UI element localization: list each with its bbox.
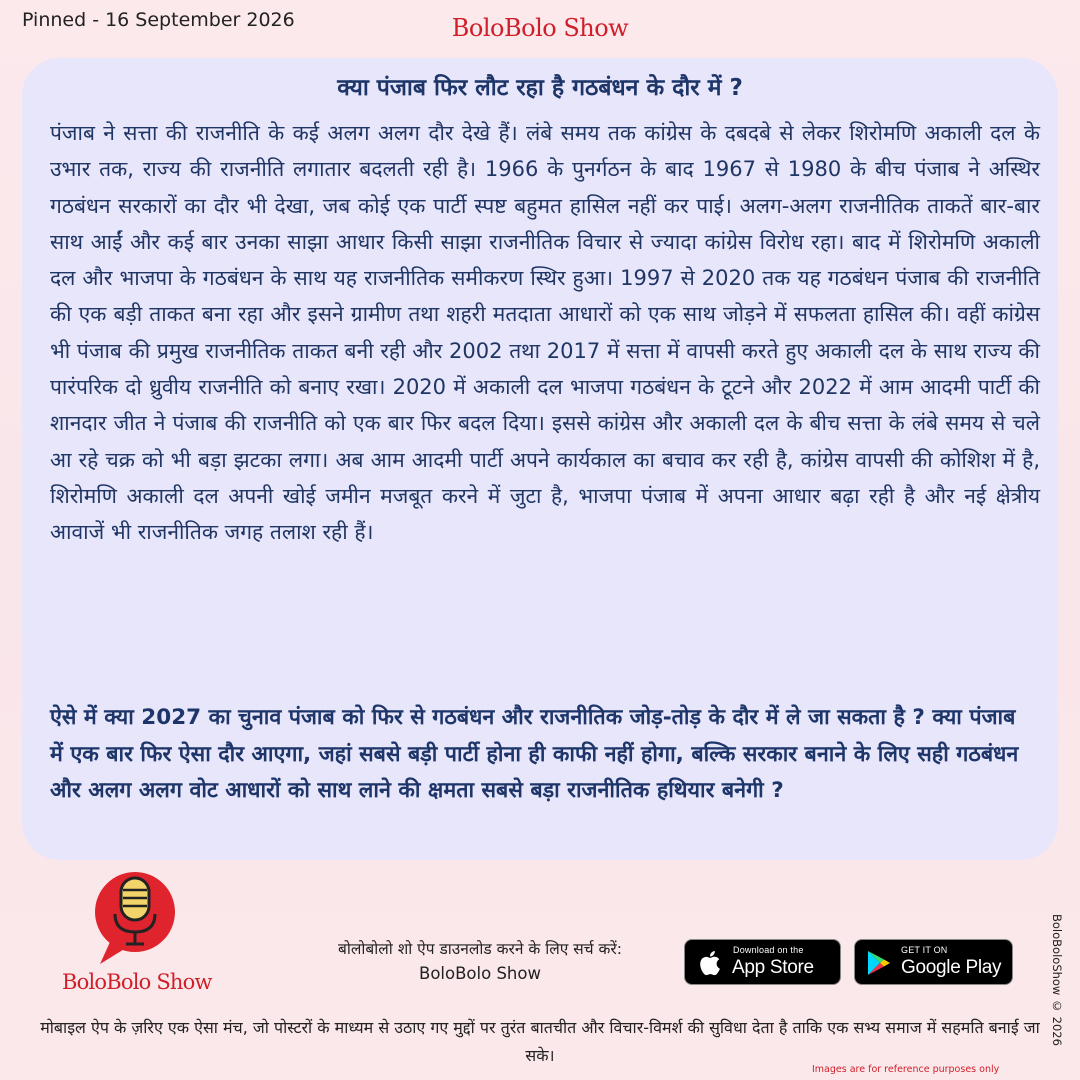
apple-icon (697, 949, 721, 981)
article-question: ऐसे में क्या 2027 का चुनाव पंजाब को फिर से गठबंधन और राजनीतिक जोड़-तोड़ के दौर में ले जा सकता है ? क्या पंजाब में एक बार फिर ऐसा दौर आएगा, जहां सबसे बड़ी पार्टी होना ही काफी नहीं होगा, बल्कि सरकार बनाने के लिए सही गठबंधन और अलग अलग वोट आधारों को साथ लाने की क्षमता सबसे बड़ा राजनीतिक हथियार बनेगी ? (50, 705, 1019, 803)
appstore-big-label: App Store (732, 957, 814, 978)
pinned-date: Pinned - 16 September 2026 (22, 9, 295, 31)
article-body: पंजाब ने सत्ता की राजनीति के कई अलग अलग दौर देखे हैं। लंबे समय तक कांग्रेस के दबदबे से लेकर शिरोमणि अकाली दल के उभार तक, राज्य की राजनीति लगातार बदलती रही है। 1966 के पुनर्गठन के बाद 1967 से 1980 के बीच पंजाब ने अस्थिर गठबंधन सरकारों का दौर भी देखा, जब कोई एक पार्टी स्पष्ट बहुमत हासिल नहीं कर पाई। अलग-अलग राजनीतिक ताकतें बार-बार साथ आईं और कई बार उनका साझा आधार किसी साझा राजनीतिक विचार से ज्यादा कांग्रेस विरोध रहा। बाद में शिरोमणि अकाली दल और भाजपा के गठबंधन के साथ यह राजनीतिक समीकरण स्थिर हुआ। 1997 से 2020 तक यह गठबंधन पंजाब की राजनीति की एक बड़ी ताकत बना रहा और इसने ग्रामीण तथा शहरी मतदाता आधारों को एक साथ जोड़ने में सफलता हासिल की। वहीं कांग्रेस भी पंजाब की प्रमुख राजनीतिक ताकत बनी रही और 2002 तथा 2017 में सत्ता में वापसी करते हुए अकाली दल के साथ राज्य की पारंपरिक दो ध्रुवीय राजनीति को बनाए रखा। 2020 में अकाली दल भाजपा गठबंधन के टूटने और 2022 में आम आदमी पार्टी की शानदार जीत ने पंजाब की राजनीति को एक बार फिर बदल दिया। इससे कांग्रेस और अकाली दल के बीच सत्ता के लंबे समय से चले आ रहे चक्र को भी बड़ा झटका लगा। अब आम आदमी पार्टी अपने कार्यकाल का बचाव कर रही है, कांग्रेस वापसी की कोशिश में है, शिरोमणि अकाली दल अपनी खोई जमीन मजबूत करने में जुटा है, भाजपा पंजाब में अपना आधार बढ़ा रही है और नई क्षेत्रीय आवाजें भी राजनीतिक जगह तलाश रही हैं। (50, 121, 1040, 545)
googleplay-small-label: GET IT ON (901, 945, 948, 955)
search-prompt: बोलोबोलो शो ऐप डाउनलोड करने के लिए सर्च करें: (338, 940, 622, 958)
google-play-button[interactable] (854, 939, 1013, 985)
footer-tagline: मोबाइल ऐप के ज़रिए एक ऐसा मंच, जो पोस्टरों के माध्यम से उठाए गए मुद्दों पर तुरंत बातचीत और विचार-विमर्श की सुविधा देता है ताकि एक सभ्य समाज में सहमति बनाई जा सके। (40, 1018, 1040, 1065)
disclaimer-text: Images are for reference purposes only (812, 1064, 1000, 1075)
googleplay-big-label: Google Play (901, 957, 1002, 978)
brand-title: BoloBolo Show (451, 14, 629, 42)
app-store-button[interactable] (684, 939, 841, 985)
microphone-logo-icon (90, 868, 180, 968)
appstore-small-label: Download on the (733, 945, 804, 955)
search-term: BoloBolo Show (419, 964, 541, 983)
article-headline: क्या पंजाब फिर लौट रहा है गठबंधन के दौर में ? (337, 75, 743, 101)
copyright-text: BoloBoloShow © 2026 (1050, 914, 1064, 1046)
logo-brand-text: BoloBolo Show (62, 970, 212, 994)
google-play-icon (867, 950, 891, 980)
